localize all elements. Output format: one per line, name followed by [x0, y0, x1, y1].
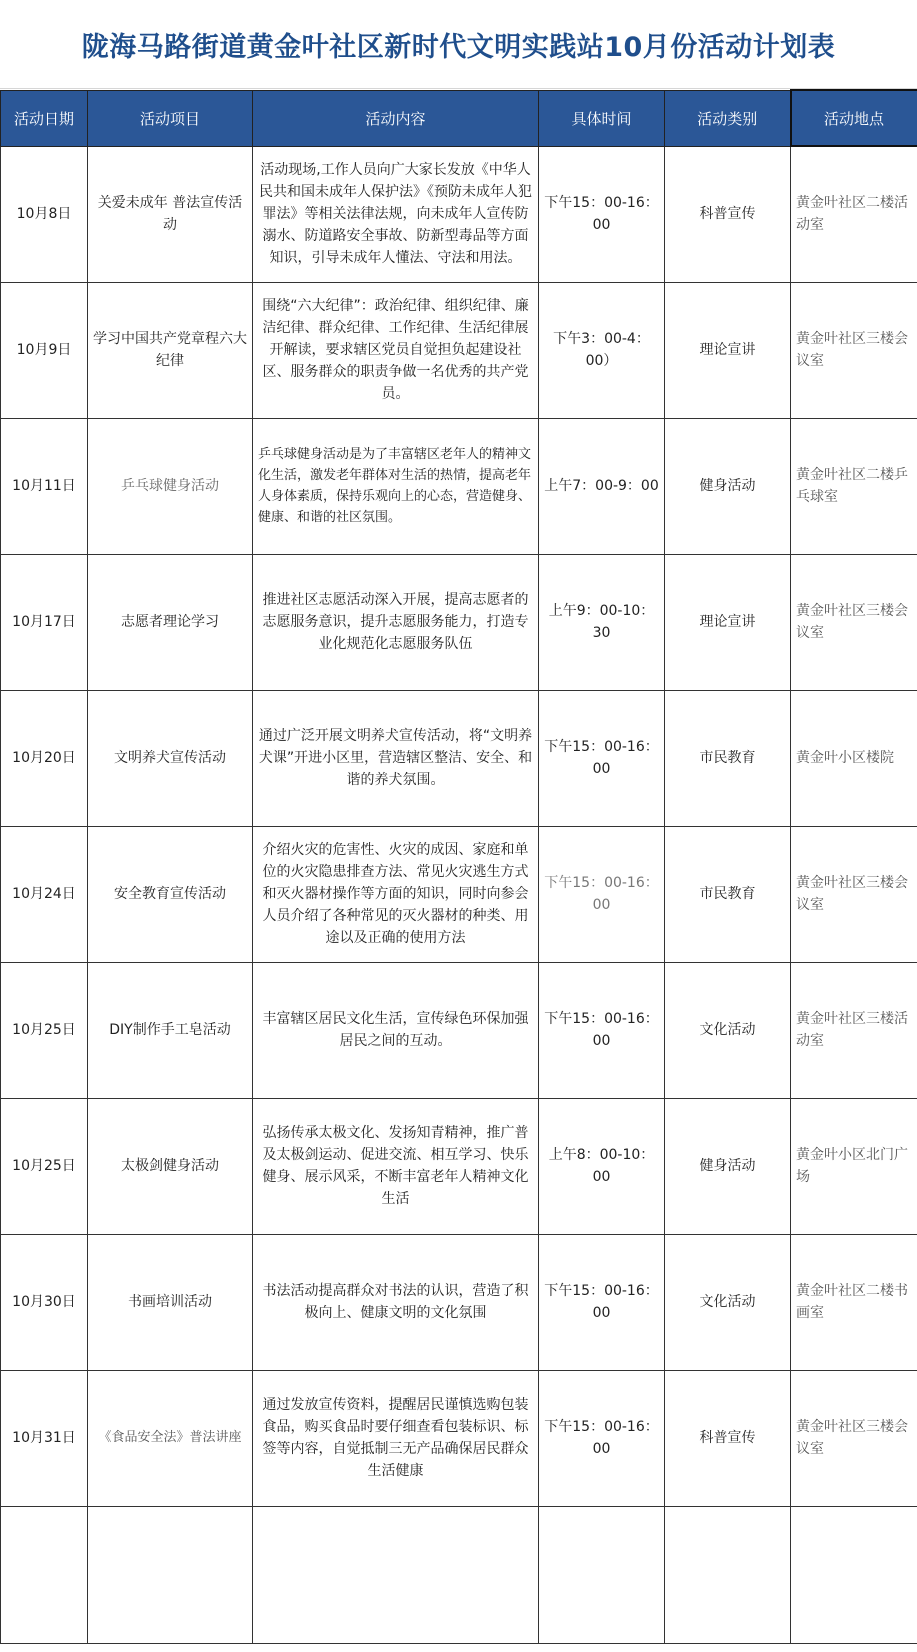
table-row [1, 690, 917, 826]
cell-location[interactable]: 黄金叶社区二楼书画室 [791, 1234, 917, 1370]
cell-project[interactable]: DIY制作手工皂活动 [88, 962, 253, 1098]
cell-category[interactable]: 文化活动 [665, 962, 791, 1098]
empty-cell[interactable] [665, 1506, 791, 1643]
table-row [1, 1098, 917, 1234]
cell-category[interactable]: 科普宣传 [665, 1370, 791, 1506]
cell-time[interactable]: 上午9：00-10：30 [539, 554, 665, 690]
cell-date[interactable]: 10月25日 [1, 1098, 88, 1234]
cell-content[interactable]: 通过发放宣传资料，提醒居民谨慎选购包装食品，购买食品时要仔细查看包装标识、标签等内容，自觉抵制三无产品确保居民群众生活健康 [253, 1370, 539, 1506]
cell-content[interactable]: 丰富辖区居民文化生活，宣传绿色环保加强居民之间的互动。 [253, 962, 539, 1098]
cell-project[interactable]: 书画培训活动 [88, 1234, 253, 1370]
empty-cell[interactable] [791, 1506, 917, 1643]
empty-cell[interactable] [1, 1506, 88, 1643]
cell-date[interactable]: 10月30日 [1, 1234, 88, 1370]
cell-time[interactable]: 上午7：00-9：00 [539, 418, 665, 554]
table-row [1, 554, 917, 690]
cell-time[interactable]: 下午15：00-16：00 [539, 1234, 665, 1370]
cell-time[interactable]: 下午15：00-16：00 [539, 690, 665, 826]
cell-project[interactable]: 文明养犬宣传活动 [88, 690, 253, 826]
table-row [1, 418, 917, 554]
cell-location[interactable]: 黄金叶社区三楼会议室 [791, 282, 917, 418]
cell-category[interactable]: 健身活动 [665, 418, 791, 554]
cell-project[interactable]: 关爱未成年 普法宣传活动 [88, 146, 253, 282]
table-row [1, 962, 917, 1098]
cell-location[interactable]: 黄金叶小区楼院 [791, 690, 917, 826]
cell-time[interactable]: 下午15：00-16：00 [539, 1370, 665, 1506]
cell-time[interactable]: 上午8：00-10：00 [539, 1098, 665, 1234]
cell-date[interactable]: 10月17日 [1, 554, 88, 690]
empty-cell[interactable] [253, 1506, 539, 1643]
cell-project[interactable]: 志愿者理论学习 [88, 554, 253, 690]
cell-date[interactable]: 10月8日 [1, 146, 88, 282]
cell-content[interactable]: 书法活动提高群众对书法的认识，营造了积极向上、健康文明的文化氛围 [253, 1234, 539, 1370]
cell-content[interactable]: 乒乓球健身活动是为了丰富辖区老年人的精神文化生活，激发老年群体对生活的热情，提高老年人身体素质，保持乐观向上的心态，营造健身、健康、和谐的社区氛围。 [253, 418, 539, 554]
title-bar [0, 0, 917, 89]
cell-time[interactable]: 下午3：00-4：00） [539, 282, 665, 418]
cell-content[interactable]: 弘扬传承太极文化、发扬知青精神，推广普及太极剑运动、促进交流、相互学习、快乐健身、展示风采，不断丰富老年人精神文化生活 [253, 1098, 539, 1234]
cell-time[interactable]: 下午15：00-16：00 [539, 962, 665, 1098]
cell-content[interactable]: 推进社区志愿活动深入开展，提高志愿者的志愿服务意识，提升志愿服务能力，打造专业化规范化志愿服务队伍 [253, 554, 539, 690]
cell-category[interactable]: 理论宣讲 [665, 282, 791, 418]
empty-row [1, 1506, 917, 1643]
cell-date[interactable]: 10月11日 [1, 418, 88, 554]
cell-project[interactable]: 学习中国共产党章程六大纪律 [88, 282, 253, 418]
cell-time[interactable]: 下午15：00-16：00 [539, 826, 665, 962]
cell-content[interactable]: 围绕“六大纪律”：政治纪律、组织纪律、廉洁纪律、群众纪律、工作纪律、生活纪律展开解读，要求辖区党员自觉担负起建设社区、服务群众的职责争做一名优秀的共产党员。 [253, 282, 539, 418]
cell-category[interactable]: 健身活动 [665, 1098, 791, 1234]
cell-content[interactable]: 活动现场,工作人员向广大家长发放《中华人民共和国未成年人保护法》《预防未成年人犯罪法》等相关法律法规，向未成年人宣传防溺水、防道路安全事故、防新型毒品等方面知识，引导未成年人懂法、守法和用法。 [253, 146, 539, 282]
cell-date[interactable]: 10月20日 [1, 690, 88, 826]
cell-location[interactable]: 黄金叶社区二楼活动室 [791, 146, 917, 282]
header-category[interactable]: 活动类别 [665, 90, 791, 146]
cell-date[interactable]: 10月24日 [1, 826, 88, 962]
cell-project[interactable]: 安全教育宣传活动 [88, 826, 253, 962]
table-row [1, 146, 917, 282]
cell-category[interactable]: 文化活动 [665, 1234, 791, 1370]
cell-project[interactable]: 乒乓球健身活动 [88, 418, 253, 554]
header-time[interactable]: 具体时间 [539, 90, 665, 146]
header-date[interactable]: 活动日期 [1, 90, 88, 146]
cell-content[interactable]: 介绍火灾的危害性、火灾的成因、家庭和单位的火灾隐患排查方法、常见火灾逃生方式和灭火器材操作等方面的知识，同时向参会人员介绍了各种常见的灭火器材的种类、用途以及正确的使用方法 [253, 826, 539, 962]
table-row [1, 826, 917, 962]
activity-plan-table [0, 89, 917, 1644]
cell-date[interactable]: 10月25日 [1, 962, 88, 1098]
page-title: 陇海马路街道黄金叶社区新时代文明实践站10月份活动计划表 [81, 31, 836, 63]
cell-project[interactable]: 太极剑健身活动 [88, 1098, 253, 1234]
cell-project[interactable]: 《食品安全法》普法讲座 [88, 1370, 253, 1506]
cell-location[interactable]: 黄金叶社区三楼会议室 [791, 554, 917, 690]
cell-location[interactable]: 黄金叶社区三楼会议室 [791, 1370, 917, 1506]
cell-date[interactable]: 10月9日 [1, 282, 88, 418]
header-row [1, 90, 917, 146]
cell-location[interactable]: 黄金叶小区北门广场 [791, 1098, 917, 1234]
cell-location[interactable]: 黄金叶社区二楼乒乓球室 [791, 418, 917, 554]
table-row [1, 1234, 917, 1370]
table-row [1, 1370, 917, 1506]
header-content[interactable]: 活动内容 [253, 90, 539, 146]
cell-content[interactable]: 通过广泛开展文明养犬宣传活动，将“文明养犬课”开进小区里，营造辖区整洁、安全、和谐的养犬氛围。 [253, 690, 539, 826]
empty-cell[interactable] [88, 1506, 253, 1643]
header-location[interactable]: 活动地点 [791, 90, 917, 146]
cell-category[interactable]: 理论宣讲 [665, 554, 791, 690]
cell-location[interactable]: 黄金叶社区三楼会议室 [791, 826, 917, 962]
cell-location[interactable]: 黄金叶社区三楼活动室 [791, 962, 917, 1098]
empty-cell[interactable] [539, 1506, 665, 1643]
cell-category[interactable]: 市民教育 [665, 690, 791, 826]
table-row [1, 282, 917, 418]
cell-category[interactable]: 科普宣传 [665, 146, 791, 282]
cell-category[interactable]: 市民教育 [665, 826, 791, 962]
header-project[interactable]: 活动项目 [88, 90, 253, 146]
cell-date[interactable]: 10月31日 [1, 1370, 88, 1506]
cell-time[interactable]: 下午15：00-16：00 [539, 146, 665, 282]
